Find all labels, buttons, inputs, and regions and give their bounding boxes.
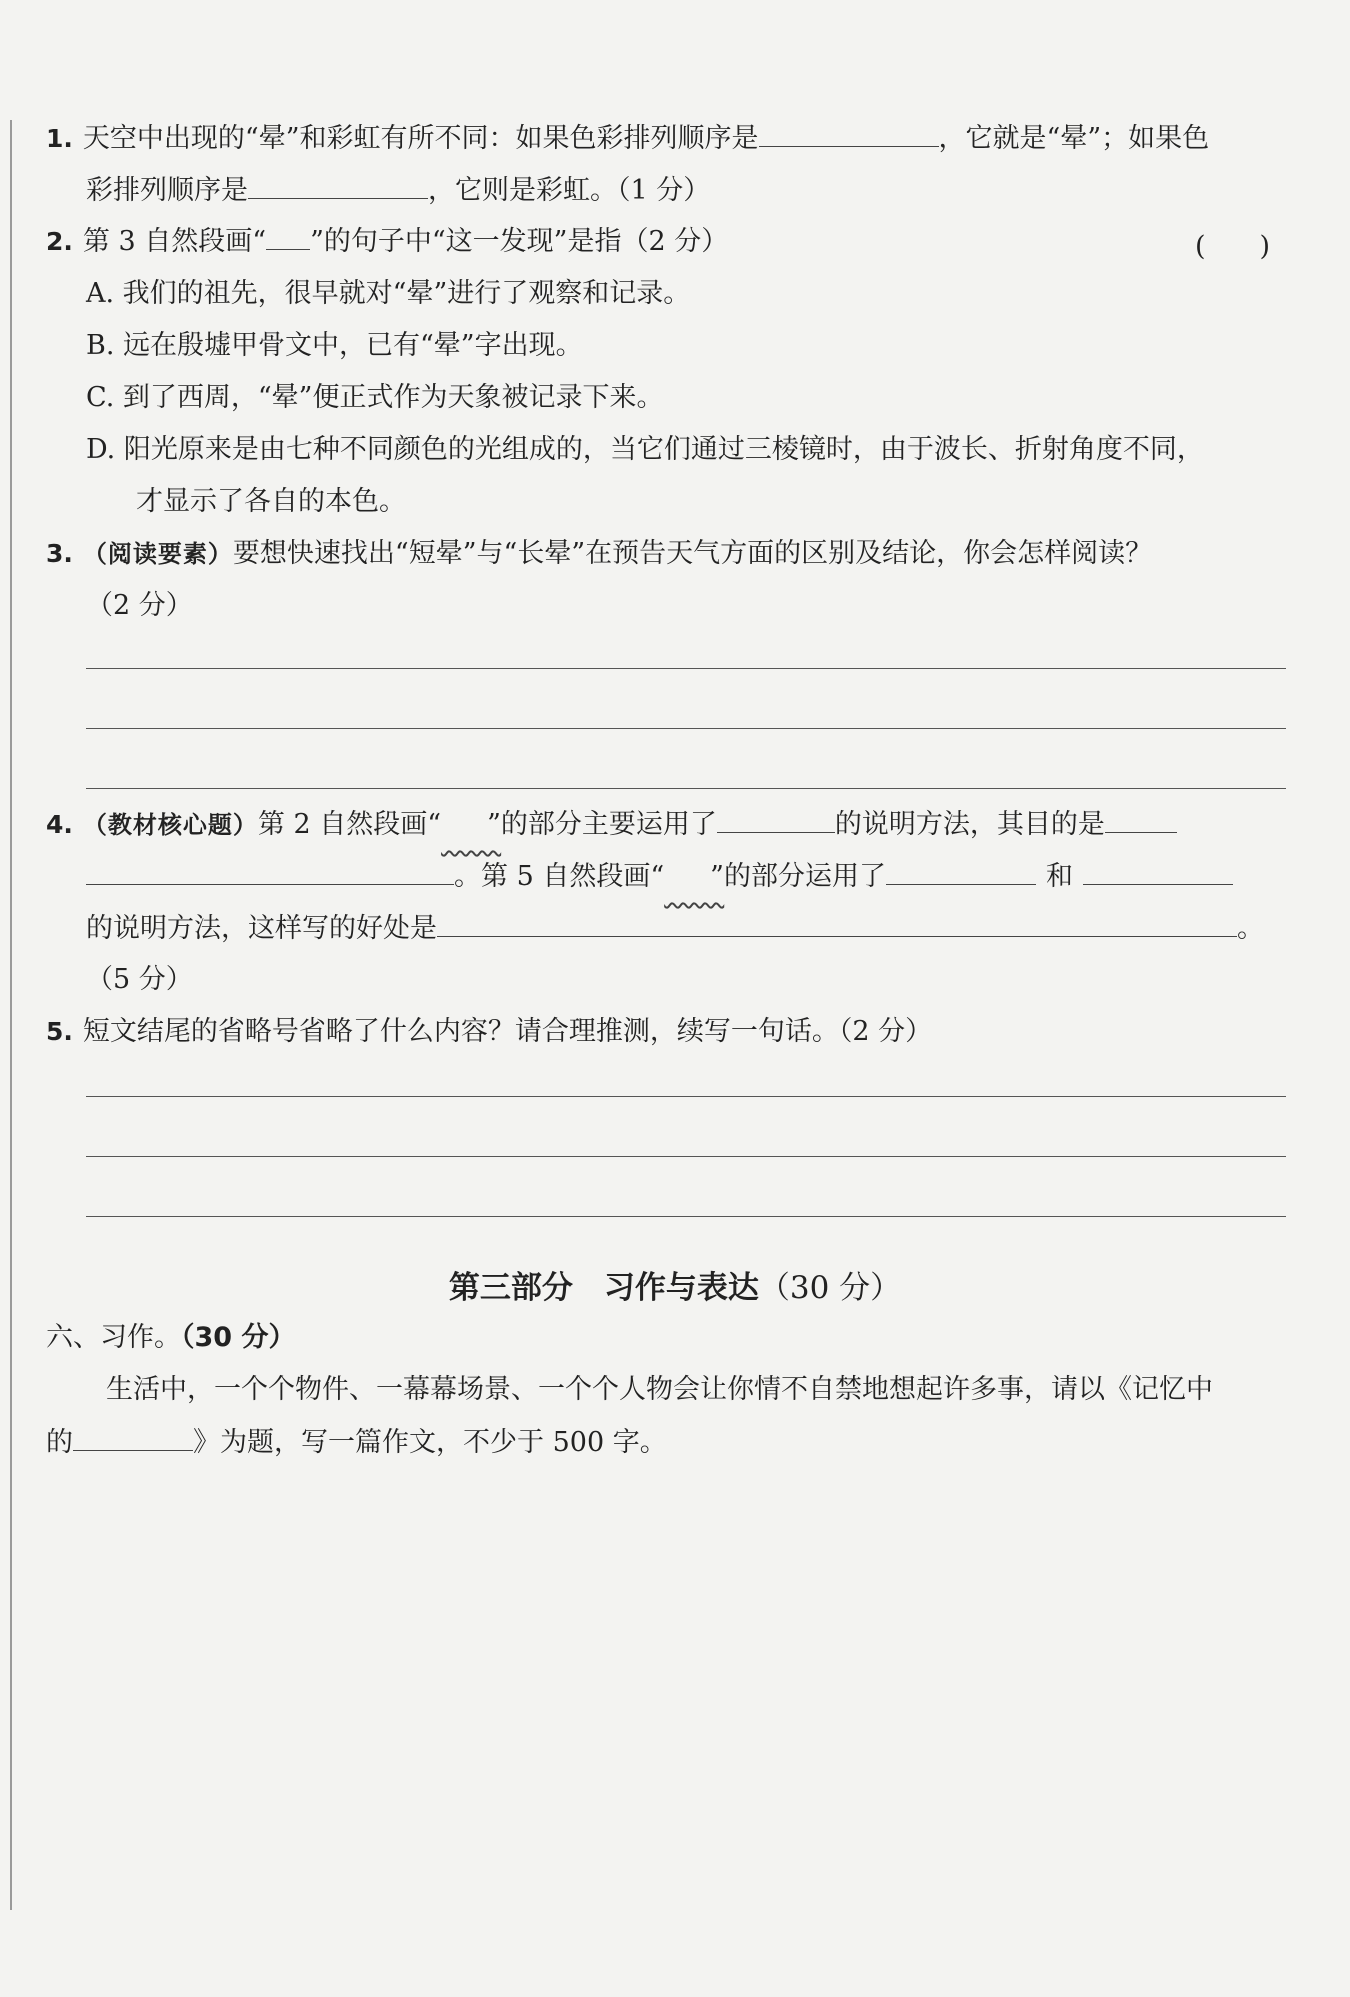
- task6-title-blank[interactable]: [73, 1424, 193, 1451]
- q2-stem: [46, 224, 728, 260]
- q4-text-f: 和: [1045, 861, 1073, 892]
- q2-stem-a: 第 3 自然段画“: [82, 226, 267, 257]
- wavy-underline-mark: ​: [441, 825, 502, 856]
- q2-option-d[interactable]: D. 阳光原来是由七种不同颜色的光组成的，当它们通过三棱镜时，由于波长、折射角度不同，: [86, 434, 1204, 465]
- q5-answer-line-3[interactable]: [86, 1216, 1286, 1217]
- q5-text: 短文结尾的省略号省略了什么内容？请合理推测，续写一句话。（2 分）: [82, 1016, 933, 1047]
- q2-option-d-cont: 才显示了各自的本色。: [136, 486, 406, 517]
- q3-text: 要想快速找出“短晕”与“长晕”在预告天气方面的区别及结论，你会怎样阅读？: [232, 538, 1153, 569]
- q1-text-d: ，它则是彩虹。（1 分）: [428, 175, 711, 206]
- q4-tag: （教材核心题）: [82, 811, 258, 839]
- q4-blank-method-2[interactable]: [886, 858, 1036, 885]
- q5-stem: [46, 1014, 932, 1050]
- q2-option-c[interactable]: C. 到了西周，“晕”便正式作为天象被记录下来。: [86, 382, 664, 413]
- q2-answer-paren[interactable]: ( ): [1195, 231, 1271, 262]
- task6-line-2: [46, 1424, 667, 1461]
- q4-line-1: [46, 806, 1177, 856]
- task6-score: （30 分）: [181, 1322, 296, 1353]
- q4-text-c: 的说明方法，其目的是: [834, 809, 1105, 840]
- q5-answer-line-2[interactable]: [86, 1156, 1286, 1157]
- q1-text-a: 天空中出现的“晕”和彩虹有所不同：如果色彩排列顺序是: [82, 123, 759, 154]
- q2-stem-b: ”的句子中“这一发现”是指（2 分）: [310, 226, 729, 257]
- q3-stem: [46, 536, 1152, 572]
- task6-heading: [46, 1320, 295, 1356]
- q4-blank-method-1[interactable]: [717, 806, 835, 833]
- q5-number: 5.: [46, 1017, 73, 1046]
- task6-line-1: 生活中，一个个物件、一幕幕场景、一个个人物会让你情不自禁地想起许多事，请以《记忆中: [106, 1374, 1213, 1405]
- q3-answer-line-2[interactable]: [86, 728, 1286, 729]
- q2-option-b[interactable]: B. 远在殷墟甲骨文中，已有“晕”字出现。: [86, 330, 583, 361]
- q4-text-b: ”的部分主要运用了: [487, 809, 717, 840]
- q1-line-2: [86, 172, 710, 209]
- q4-text-h: 。: [1237, 913, 1264, 944]
- q4-blank-purpose-cont[interactable]: [86, 858, 454, 885]
- q5-answer-line-1[interactable]: [86, 1096, 1286, 1097]
- q1-line-1: [46, 120, 1209, 157]
- q1-blank-halo[interactable]: [759, 120, 939, 147]
- q1-blank-rainbow[interactable]: [248, 172, 428, 199]
- straight-underline-mark: [266, 225, 310, 250]
- q3-number: 3.: [46, 539, 73, 568]
- q4-text-g: 的说明方法，这样写的好处是: [86, 913, 437, 944]
- q4-text-e: ”的部分运用了: [710, 861, 886, 892]
- task6-text-b: 》为题，写一篇作文，不少于 500 字。: [193, 1427, 667, 1458]
- section-title: [0, 1262, 1350, 1307]
- task6-text-a: 的: [46, 1427, 73, 1458]
- task6-head-text: 六、习作。: [46, 1322, 181, 1353]
- q2-number: 2.: [46, 227, 73, 256]
- q4-line-3: [86, 910, 1264, 947]
- wavy-underline-mark: ​: [664, 877, 725, 908]
- q1-text-b: ，它就是“晕”；如果色: [938, 123, 1210, 154]
- q3-answer-line-3[interactable]: [86, 788, 1286, 789]
- q1-number: 1.: [46, 124, 73, 153]
- q4-blank-benefit[interactable]: [437, 910, 1237, 937]
- q3-score: （2 分）: [86, 590, 193, 621]
- q2-option-a[interactable]: A. 我们的祖先，很早就对“晕”进行了观察和记录。: [86, 278, 691, 309]
- q4-text-d: 。第 5 自然段画“: [454, 861, 665, 892]
- q4-score: （5 分）: [86, 964, 193, 995]
- q3-tag: （阅读要素）: [82, 540, 233, 568]
- q3-answer-line-1[interactable]: [86, 668, 1286, 669]
- q1-text-c: 彩排列顺序是: [86, 175, 248, 206]
- q4-blank-method-3[interactable]: [1083, 858, 1233, 885]
- section-title-points: （30 分）: [758, 1270, 902, 1306]
- q4-blank-purpose[interactable]: [1105, 806, 1177, 833]
- section-title-text: 第三部分 习作与表达: [448, 1270, 759, 1306]
- q4-number: 4.: [46, 810, 73, 839]
- q4-line-2: [86, 858, 1233, 908]
- q4-text-a: 第 2 自然段画“: [257, 809, 442, 840]
